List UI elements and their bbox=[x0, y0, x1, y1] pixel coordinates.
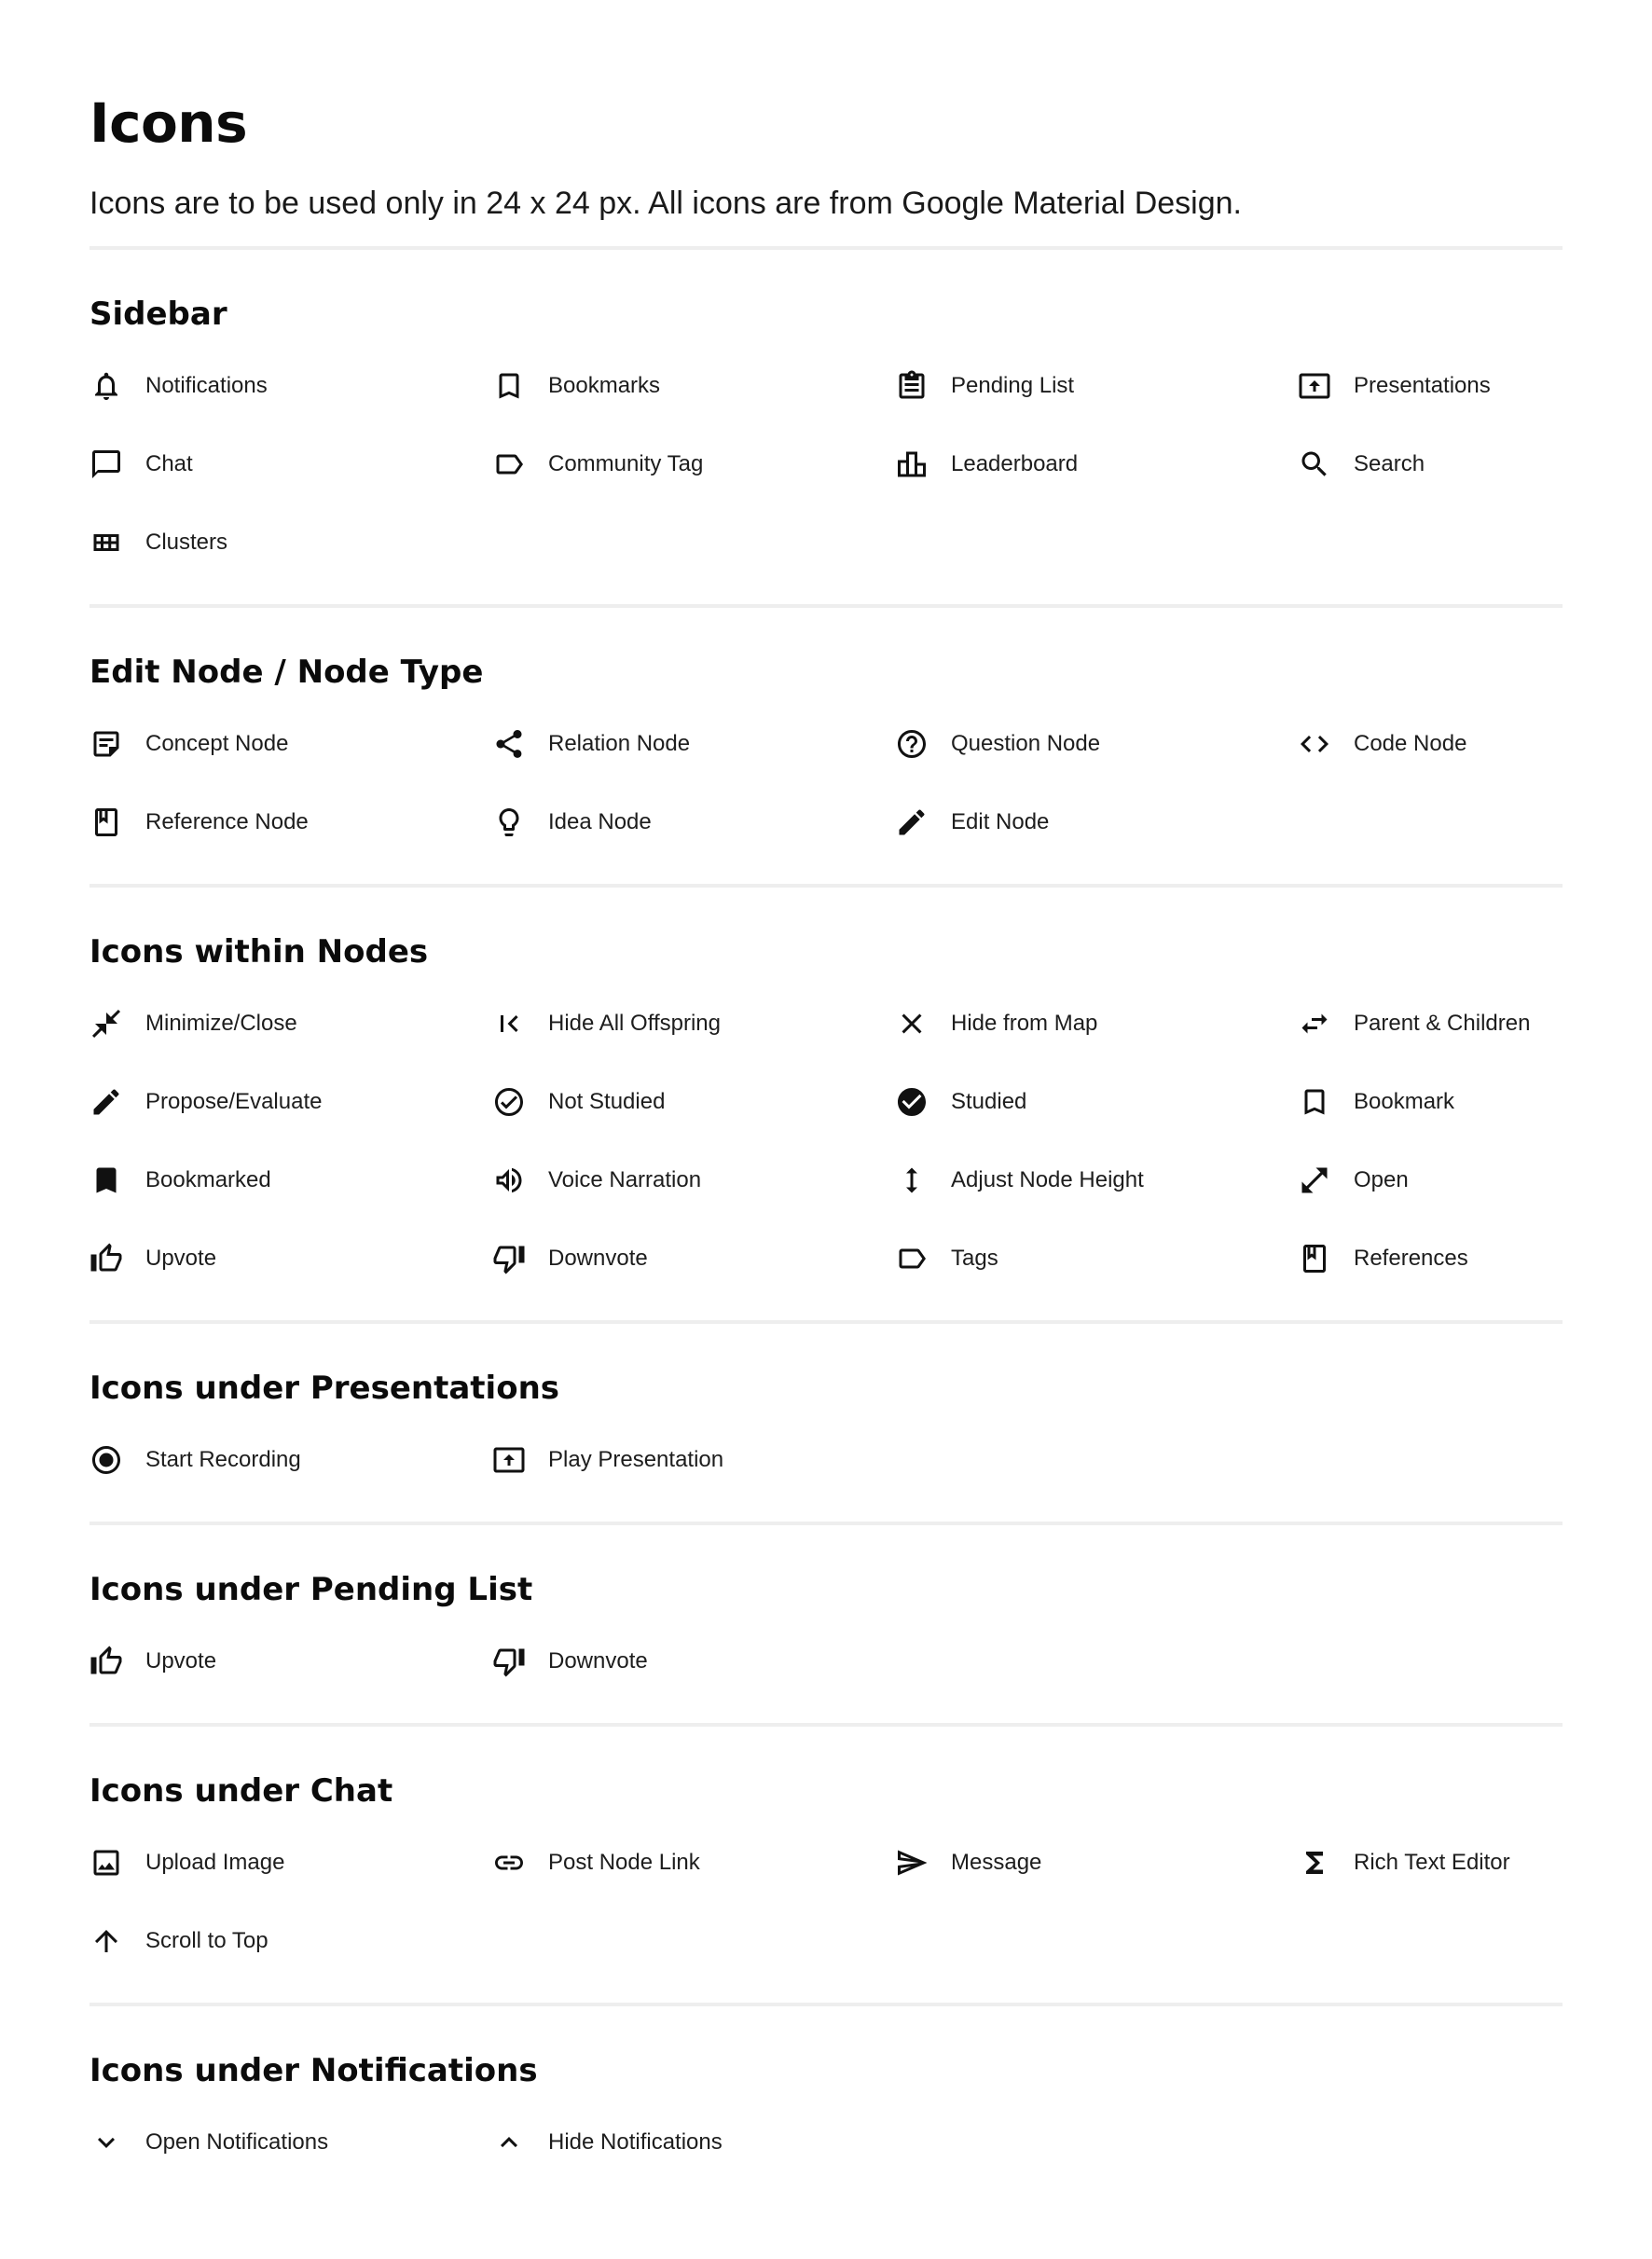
swap-horiz-icon bbox=[1298, 1007, 1331, 1040]
bookmark-outline-icon bbox=[492, 369, 526, 403]
chat-icon bbox=[89, 448, 123, 481]
code-icon bbox=[1298, 727, 1331, 761]
bookmark-filled-icon bbox=[89, 1164, 123, 1197]
icon-label: Not Studied bbox=[548, 1089, 666, 1114]
icon-entry-hide-from-map bbox=[895, 1005, 1298, 1042]
icon-label: Community Tag bbox=[548, 451, 704, 476]
icon-label: Presentations bbox=[1354, 373, 1491, 398]
section-title: Edit Node / Node Type bbox=[89, 654, 484, 691]
icon-entry-downvote bbox=[492, 1643, 895, 1680]
section-title: Icons under Presentations bbox=[89, 1370, 560, 1407]
chevron-down-icon bbox=[89, 2126, 123, 2159]
icon-entry-pending-list bbox=[895, 367, 1298, 405]
icon-entry-minimize-close bbox=[89, 1005, 492, 1042]
thumb-up-icon bbox=[89, 1645, 123, 1678]
icon-label: Post Node Link bbox=[548, 1850, 700, 1875]
icon-entry-voice-narration bbox=[492, 1162, 895, 1199]
icon-entry-idea-node bbox=[492, 804, 895, 841]
icon-entry-bookmarked bbox=[89, 1162, 492, 1199]
icon-entry-community-tag bbox=[492, 446, 895, 483]
icon-label: Relation Node bbox=[548, 731, 691, 756]
icon-label: Search bbox=[1354, 451, 1425, 476]
icon-entry-tags bbox=[895, 1240, 1298, 1277]
book-reference-icon bbox=[1298, 1242, 1331, 1275]
section-icons-under-presentations bbox=[89, 1324, 1563, 1522]
pencil-icon bbox=[89, 1085, 123, 1119]
icon-entry-start-recording bbox=[89, 1441, 492, 1479]
thumb-down-icon bbox=[492, 1242, 526, 1275]
icon-entry-open bbox=[1298, 1162, 1652, 1199]
icon-grid bbox=[89, 1441, 1563, 1479]
arrow-up-icon bbox=[89, 1924, 123, 1958]
icon-label: Pending List bbox=[951, 373, 1075, 398]
icon-label: Edit Node bbox=[951, 809, 1050, 834]
assignment-icon bbox=[895, 369, 929, 403]
icon-grid bbox=[89, 1844, 1563, 1960]
icon-entry-hide-notifications bbox=[492, 2124, 895, 2161]
icon-entry-notifications bbox=[89, 367, 492, 405]
icon-entry-propose-evaluate bbox=[89, 1083, 492, 1121]
icon-label: Parent & Children bbox=[1354, 1011, 1531, 1036]
label-icon bbox=[895, 1242, 929, 1275]
icon-entry-not-studied bbox=[492, 1083, 895, 1121]
section-icons-under-pending-list bbox=[89, 1525, 1563, 1723]
section-title: Sidebar bbox=[89, 296, 227, 333]
icon-grid bbox=[89, 1005, 1563, 1277]
leaderboard-icon bbox=[895, 448, 929, 481]
close-fullscreen-icon bbox=[89, 1007, 123, 1040]
section-title: Icons within Nodes bbox=[89, 933, 429, 971]
section-icons-under-notifications bbox=[89, 2006, 1563, 2204]
icon-label: Message bbox=[951, 1850, 1042, 1875]
icon-label: Studied bbox=[951, 1089, 1027, 1114]
icon-entry-scroll-to-top bbox=[89, 1922, 492, 1960]
icon-label: Downvote bbox=[548, 1648, 648, 1674]
section-icons-within-nodes bbox=[89, 888, 1563, 1320]
icon-entry-concept-node bbox=[89, 725, 492, 763]
section-icons-under-chat bbox=[89, 1727, 1563, 2003]
icon-label: Open Notifications bbox=[145, 2129, 329, 2155]
icon-entry-bookmarks bbox=[492, 367, 895, 405]
icon-entry-downvote bbox=[492, 1240, 895, 1277]
page-subtitle: Icons are to be used only in 24 x 24 px. All icons are from Google Material Design. bbox=[89, 186, 1242, 221]
link-icon bbox=[492, 1846, 526, 1880]
section-edit-node-node-type bbox=[89, 608, 1563, 884]
icon-entry-question-node bbox=[895, 725, 1298, 763]
presentation-icon bbox=[1298, 369, 1331, 403]
icon-entry-code-node bbox=[1298, 725, 1652, 763]
icon-label: References bbox=[1354, 1246, 1468, 1271]
icon-label: Play Presentation bbox=[548, 1447, 724, 1472]
volume-icon bbox=[492, 1164, 526, 1197]
search-icon bbox=[1298, 448, 1331, 481]
icon-label: Upload Image bbox=[145, 1850, 285, 1875]
first-page-icon bbox=[492, 1007, 526, 1040]
icon-grid bbox=[89, 1643, 1563, 1680]
lightbulb-icon bbox=[492, 806, 526, 839]
icon-label: Adjust Node Height bbox=[951, 1167, 1144, 1192]
icon-label: Open bbox=[1354, 1167, 1409, 1192]
icon-label: Upvote bbox=[145, 1648, 217, 1674]
icon-label: Scroll to Top bbox=[145, 1928, 268, 1953]
image-icon bbox=[89, 1846, 123, 1880]
icon-label: Bookmark bbox=[1354, 1089, 1455, 1114]
label-icon bbox=[492, 448, 526, 481]
icon-grid bbox=[89, 725, 1563, 841]
icon-entry-adjust-node-height bbox=[895, 1162, 1298, 1199]
section-sidebar bbox=[89, 250, 1563, 604]
record-icon bbox=[89, 1443, 123, 1477]
icon-entry-rich-text-editor bbox=[1298, 1844, 1652, 1881]
icon-grid bbox=[89, 367, 1563, 561]
bookmark-outline-icon bbox=[1298, 1085, 1331, 1119]
sections-container bbox=[89, 250, 1563, 2204]
bell-icon bbox=[89, 369, 123, 403]
icon-entry-clusters bbox=[89, 524, 492, 561]
icon-entry-leaderboard bbox=[895, 446, 1298, 483]
icon-entry-hide-all-offspring bbox=[492, 1005, 895, 1042]
icon-entry-upvote bbox=[89, 1643, 492, 1680]
icon-entry-upvote bbox=[89, 1240, 492, 1277]
thumb-up-icon bbox=[89, 1242, 123, 1275]
icon-label: Minimize/Close bbox=[145, 1011, 297, 1036]
icon-entry-parent-and-children bbox=[1298, 1005, 1652, 1042]
icon-entry-references bbox=[1298, 1240, 1652, 1277]
icon-label: Leaderboard bbox=[951, 451, 1079, 476]
icon-label: Start Recording bbox=[145, 1447, 301, 1472]
icon-label: Notifications bbox=[145, 373, 268, 398]
icon-entry-upload-image bbox=[89, 1844, 492, 1881]
icon-label: Clusters bbox=[145, 530, 228, 555]
icon-label: Code Node bbox=[1354, 731, 1467, 756]
pencil-icon bbox=[895, 806, 929, 839]
icon-label: Chat bbox=[145, 451, 193, 476]
icon-entry-relation-node bbox=[492, 725, 895, 763]
thumb-down-icon bbox=[492, 1645, 526, 1678]
presentation-icon bbox=[492, 1443, 526, 1477]
icon-label: Tags bbox=[951, 1246, 998, 1271]
open-in-full-icon bbox=[1298, 1164, 1331, 1197]
icon-entry-post-node-link bbox=[492, 1844, 895, 1881]
icon-entry-reference-node bbox=[89, 804, 492, 841]
icon-label: Reference Node bbox=[145, 809, 309, 834]
icon-entry-message bbox=[895, 1844, 1298, 1881]
chevron-up-icon bbox=[492, 2126, 526, 2159]
icon-label: Downvote bbox=[548, 1246, 648, 1271]
icon-entry-play-presentation bbox=[492, 1441, 895, 1479]
section-title: Icons under Pending List bbox=[89, 1571, 533, 1608]
icon-entry-presentations bbox=[1298, 367, 1652, 405]
icon-label: Question Node bbox=[951, 731, 1101, 756]
icon-label: Rich Text Editor bbox=[1354, 1850, 1510, 1875]
check-circle-outline-icon bbox=[492, 1085, 526, 1119]
icon-entry-search bbox=[1298, 446, 1652, 483]
icon-label: Upvote bbox=[145, 1246, 217, 1271]
help-circle-icon bbox=[895, 727, 929, 761]
sigma-icon bbox=[1298, 1846, 1331, 1880]
icon-entry-studied bbox=[895, 1083, 1298, 1121]
icon-entry-chat bbox=[89, 446, 492, 483]
icon-label: Bookmarked bbox=[145, 1167, 271, 1192]
icon-grid bbox=[89, 2124, 1563, 2161]
send-icon bbox=[895, 1846, 929, 1880]
page-title: Icons bbox=[89, 91, 248, 155]
icon-label: Propose/Evaluate bbox=[145, 1089, 323, 1114]
height-icon bbox=[895, 1164, 929, 1197]
note-icon bbox=[89, 727, 123, 761]
icon-label: Hide Notifications bbox=[548, 2129, 723, 2155]
grid-icon bbox=[89, 526, 123, 559]
icon-label: Voice Narration bbox=[548, 1167, 702, 1192]
book-reference-icon bbox=[89, 806, 123, 839]
icon-entry-open-notifications bbox=[89, 2124, 492, 2161]
icon-entry-bookmark bbox=[1298, 1083, 1652, 1121]
check-circle-filled-icon bbox=[895, 1085, 929, 1119]
icon-label: Hide All Offspring bbox=[548, 1011, 721, 1036]
icon-label: Idea Node bbox=[548, 809, 652, 834]
icon-entry-edit-node bbox=[895, 804, 1298, 841]
icon-label: Concept Node bbox=[145, 731, 289, 756]
share-icon bbox=[492, 727, 526, 761]
icon-label: Bookmarks bbox=[548, 373, 661, 398]
close-icon bbox=[895, 1007, 929, 1040]
icon-label: Hide from Map bbox=[951, 1011, 1098, 1036]
section-title: Icons under Chat bbox=[89, 1772, 393, 1810]
section-title: Icons under Notifications bbox=[89, 2052, 538, 2089]
